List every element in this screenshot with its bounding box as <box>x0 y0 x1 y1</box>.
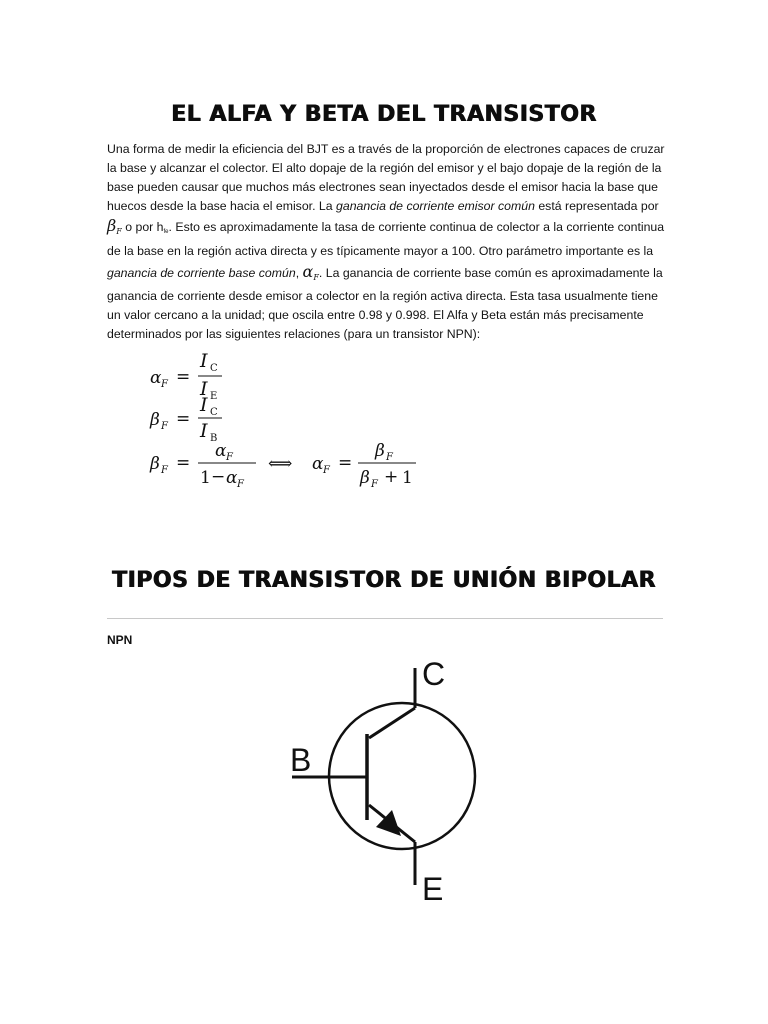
beta-symbol: β <box>107 216 117 236</box>
equals-sign: = <box>176 453 191 473</box>
alpha-subscript: F <box>313 272 319 282</box>
numeral-one: 1 <box>402 468 413 488</box>
subscript-f: F <box>161 379 168 390</box>
subscript-f: F <box>371 479 378 490</box>
subscript-f: F <box>161 465 168 476</box>
equals-sign: = <box>338 453 353 473</box>
subscript-c: C <box>210 407 218 418</box>
beta-symbol: β <box>375 441 385 461</box>
subscript-f: F <box>237 479 244 490</box>
npn-label: NPN <box>107 633 133 647</box>
body-paragraph <box>107 140 667 344</box>
hfe-subscript: fe <box>163 229 169 236</box>
beta-symbol: β <box>150 410 160 430</box>
text-run: . La ganancia de corriente base común es aproximadamente la ganancia de corriente desde emisor a colector en la región activa directa. Esta tasa usualmente tiene un valor cercano a la unidad; que oscila entre 0.98 y 0.998. El Alfa y Beta están más precisamente determinados por las siguientes relaciones (para un transistor NPN): <box>107 265 663 341</box>
current-i: I <box>200 378 208 400</box>
text-run: . Esto es aproximadamente la tasa de corriente continua de colector a la corriente continua de la base en la región activa directa y es típicamente mayor a 100. Otro parámetro importante es la <box>107 220 665 259</box>
subscript-e: E <box>210 391 218 402</box>
collector-diagonal <box>369 708 415 738</box>
horizontal-divider <box>107 618 663 619</box>
iff-arrow: ⟺ <box>268 454 293 474</box>
collector-label: C <box>422 656 446 692</box>
subscript-f: F <box>386 452 393 463</box>
alpha-symbol: α <box>226 468 238 488</box>
text-run: o por h <box>121 220 164 235</box>
base-label: B <box>290 742 312 778</box>
section-heading: TIPOS DE TRANSISTOR DE UNIÓN BIPOLAR <box>112 568 656 593</box>
text-run: está representada por <box>534 199 659 214</box>
subscript-c: C <box>210 363 218 374</box>
equation-equivalence <box>149 441 416 490</box>
subscript-f: F <box>323 465 330 476</box>
minus-sign: − <box>211 467 226 487</box>
beta-symbol: β <box>360 468 370 488</box>
subscript-f: F <box>226 452 233 463</box>
subscript-f: F <box>161 421 168 432</box>
emphasis-term: ganancia de corriente emisor común <box>336 199 535 214</box>
equals-sign: = <box>176 409 191 429</box>
emphasis-term: ganancia de corriente base común <box>107 265 296 280</box>
npn-transistor-symbol <box>280 650 500 910</box>
alpha-symbol: α <box>150 368 162 388</box>
subscript-b: B <box>210 433 218 444</box>
equation-block <box>148 345 468 495</box>
beta-subscript: F <box>116 227 122 237</box>
emitter-label: E <box>422 871 444 907</box>
numeral-one: 1 <box>200 468 211 488</box>
alpha-symbol: α <box>215 441 227 461</box>
alpha-symbol: α <box>312 454 324 474</box>
current-i: I <box>200 350 208 372</box>
text-run: , <box>295 265 303 280</box>
equation-alpha-ratio <box>150 350 222 402</box>
current-i: I <box>200 420 208 442</box>
plus-sign: + <box>384 467 399 487</box>
text-run: Una forma de medir la eficiencia del BJT es a través de la proporción de electrones capaces de cruzar la base y alcanzar el colector. El alto dopaje de la región del emisor y el bajo dopaje de la región de la base pueden causar que muchos más electrones sean inyectados desde el emisor hacia la base que huecos desde la base hacia el emisor. La <box>107 142 665 214</box>
page-title: EL ALFA Y BETA DEL TRANSISTOR <box>171 102 597 127</box>
alpha-symbol: α <box>302 261 314 281</box>
equals-sign: = <box>176 367 191 387</box>
current-i: I <box>200 394 208 416</box>
beta-symbol: β <box>150 454 160 474</box>
